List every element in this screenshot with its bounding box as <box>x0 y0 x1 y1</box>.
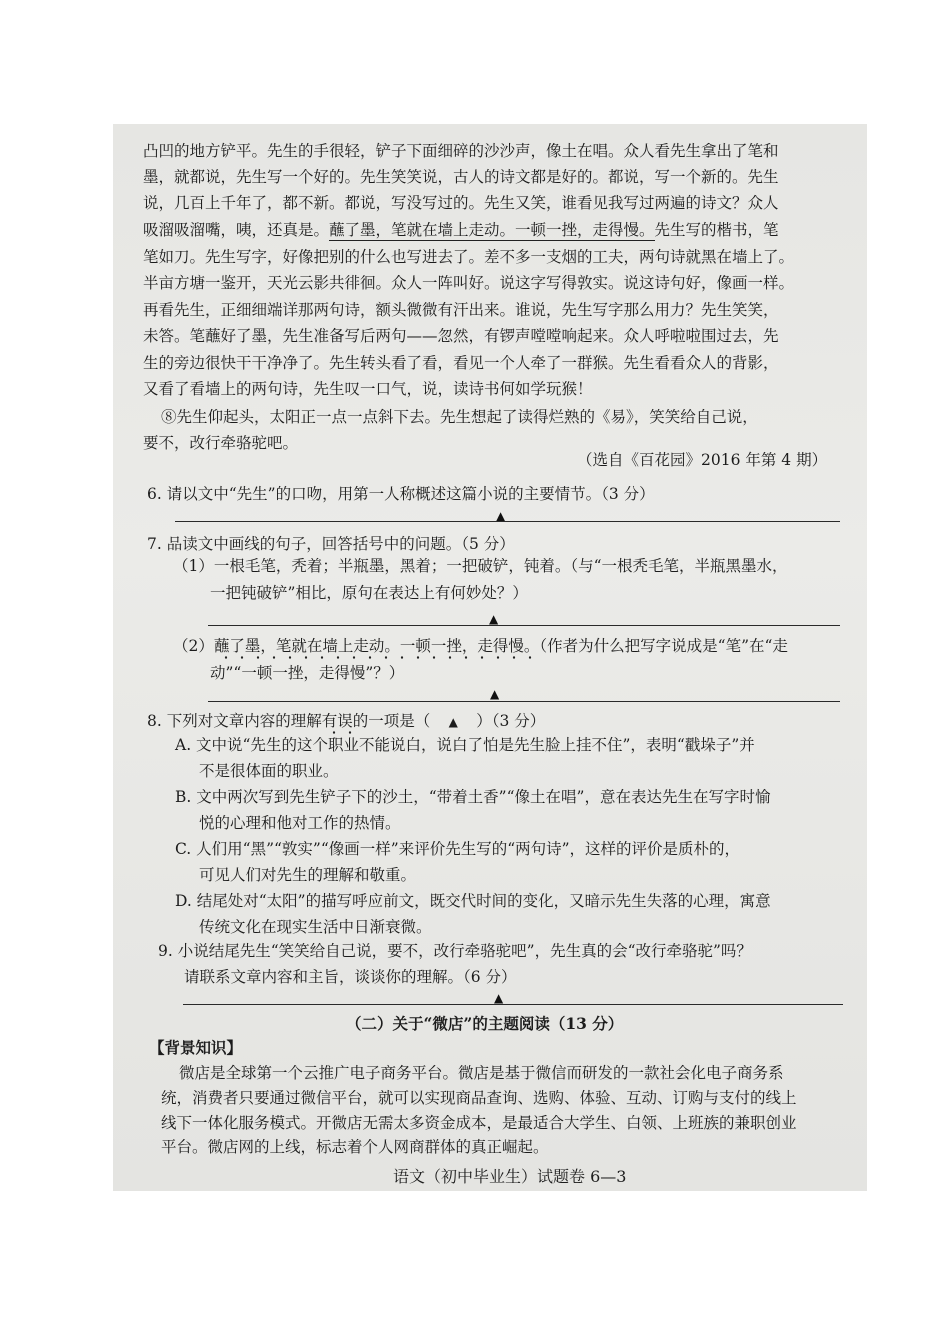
question-7-1: （1）一根毛笔，秃着；半瓶墨，黑着；一把破铲，钝着。（与“一根秃毛笔，半瓶黑墨水， <box>173 557 788 575</box>
story-text: 吸溜吸溜嘴，咦，还真是。 <box>143 221 330 239</box>
scanned-page-photo <box>113 124 867 1191</box>
answer-mark: ▲ <box>494 991 504 1005</box>
story-line: 半亩方塘一鉴开，天光云影共徘徊。众人一阵叫好。说这字写得敦实。说这诗句好，像画一样。 <box>143 274 795 292</box>
option-a-cont: 不是很体面的职业。 <box>199 762 339 780</box>
story-line: 说，几百上千年了，都不新。都说，写没写过的。先生又笑，谁看见我写过两遍的诗文？众人 <box>143 194 779 212</box>
q8-text: 的一项是（ <box>352 712 431 730</box>
question-7-2 <box>173 636 788 656</box>
option-b: B. 文中两次写到先生铲子下的沙土，“带着土香”“像土在唱”，意在表达先生在写字时愉 <box>175 788 771 806</box>
story-line <box>143 220 779 240</box>
option-c: C. 人们用“黑”“敦实”“像画一样”来评价先生写的“两句诗”，这样的评价是质朴的， <box>175 840 741 858</box>
story-text: 先生写的楷书，笔 <box>654 221 779 239</box>
question-6: 6. 请以文中“先生”的口吻，用第一人称概述这篇小说的主要情节。（3 分） <box>147 485 655 503</box>
question-7: 7. 品读文中画线的句子，回答括号中的问题。（5 分） <box>147 535 515 553</box>
exam-page <box>113 124 867 1191</box>
underlined-sentence: 蘸了墨，笔就在墙上走动。一顿一挫，走得慢。 <box>329 221 655 239</box>
option-b-cont: 悦的心理和他对工作的热情。 <box>199 814 401 832</box>
story-line: 笔如刀。先生写字，好像把别的什么也写进去了。差不多一支烟的工夫，两句诗就黑在墙上了。 <box>143 248 795 266</box>
q8-text: 8. 下列对文章内容的理解 <box>147 712 322 730</box>
answer-line <box>208 625 840 626</box>
story-line: 又看了看墙上的两句诗，先生叹一口气，说，读诗书何如学玩猴！ <box>143 380 593 398</box>
option-d: D. 结尾处对“太阳”的描写呼应前文，既交代时间的变化，又暗示先生失落的心理，寓意 <box>175 892 771 910</box>
q7-2-text: （作者为什么把写字说成是“笔”在“走 <box>539 637 788 655</box>
question-9: 9. 小说结尾先生“笑笑给自己说，要不，改行牵骆驼吧”，先生真的会“改行牵骆驼”吗？ <box>158 942 752 960</box>
answer-line <box>183 1004 843 1005</box>
question-7-1-cont: 一把钝破铲”相比，原句在表达上有何妙处？） <box>210 584 528 602</box>
answer-mark: ▲ <box>489 612 499 626</box>
section-heading: （二）关于“微店”的主题阅读（13 分） <box>346 1014 624 1033</box>
answer-mark: ▲ <box>448 715 458 729</box>
option-a: A. 文中说“先生的这个职业不能说白，说白了怕是先生脸上挂不住”，表明“戳垛子”并 <box>175 736 755 754</box>
question-7-2-cont: 动”“一顿一挫，走得慢”？） <box>210 664 405 682</box>
story-line: 凸凹的地方铲平。先生的手很轻，铲子下面细碎的沙沙声，像土在唱。众人看先生拿出了笔和 <box>143 142 779 160</box>
background-label: 【背景知识】 <box>149 1038 243 1057</box>
question-9-cont: 请联系文章内容和主旨，谈谈你的理解。（6 分） <box>184 968 517 986</box>
story-line: 未答。笔蘸好了墨，先生准备写后两句——忽然，有锣声嘡嘡响起来。众人呼啦啦围过去，先 <box>143 327 779 345</box>
answer-mark: ▲ <box>490 687 500 701</box>
background-line: 平台。微店网的上线，标志着个人网商群体的真正崛起。 <box>161 1138 549 1156</box>
background-line: 统，消费者只要通过微信平台，就可以实现商品查询、选购、体验、互动、订购与支付的线上 <box>161 1089 797 1107</box>
story-line: 再看先生，正细细端详那两句诗，额头微微有汗出来。谁说，先生写字那么用力？先生笑笑， <box>143 301 779 319</box>
story-line: 要不，改行牵骆驼吧。 <box>143 434 299 452</box>
q8-text: ）（3 分） <box>476 712 546 730</box>
background-line: 微店是全球第一个云推广电子商务平台。微店是基于微信而研发的一款社会化电子商务系 <box>179 1064 784 1082</box>
option-d-cont: 传统文化在现实生活中日渐衰微。 <box>199 918 432 936</box>
story-line: 生的旁边很快干干净净了。先生转头看了看，看见一个人牵了一群猴。先生看看众人的背影， <box>143 354 779 372</box>
emphasis-dots: 有误 <box>322 712 353 735</box>
dotted-sentence: 蘸了墨，笔就在墙上走动。一顿一挫，走得慢。 <box>214 637 540 660</box>
option-c-cont: 可见人们对先生的理解和敬重。 <box>199 866 417 884</box>
story-line: ⑧先生仰起头，太阳正一点一点斜下去。先生想起了读得烂熟的《易》，笑笑给自己说， <box>161 408 758 426</box>
answer-mark: ▲ <box>496 509 506 523</box>
question-8 <box>147 711 545 732</box>
answer-line <box>175 521 840 522</box>
source-citation: （选自《百花园》2016 年第 4 期） <box>577 451 828 469</box>
page-footer: 语文（初中毕业生）试题卷 6—3 <box>393 1167 627 1186</box>
q7-2-label: （2） <box>173 637 214 655</box>
background-line: 线下一体化服务模式。开微店无需太多资金成本，是最适合大学生、白领、上班族的兼职创业 <box>161 1114 797 1132</box>
answer-line <box>208 701 840 702</box>
story-line: 墨，就都说，先生写一个好的。先生笑笑说，古人的诗文都是好的。都说，写一个新的。先生 <box>143 168 779 186</box>
